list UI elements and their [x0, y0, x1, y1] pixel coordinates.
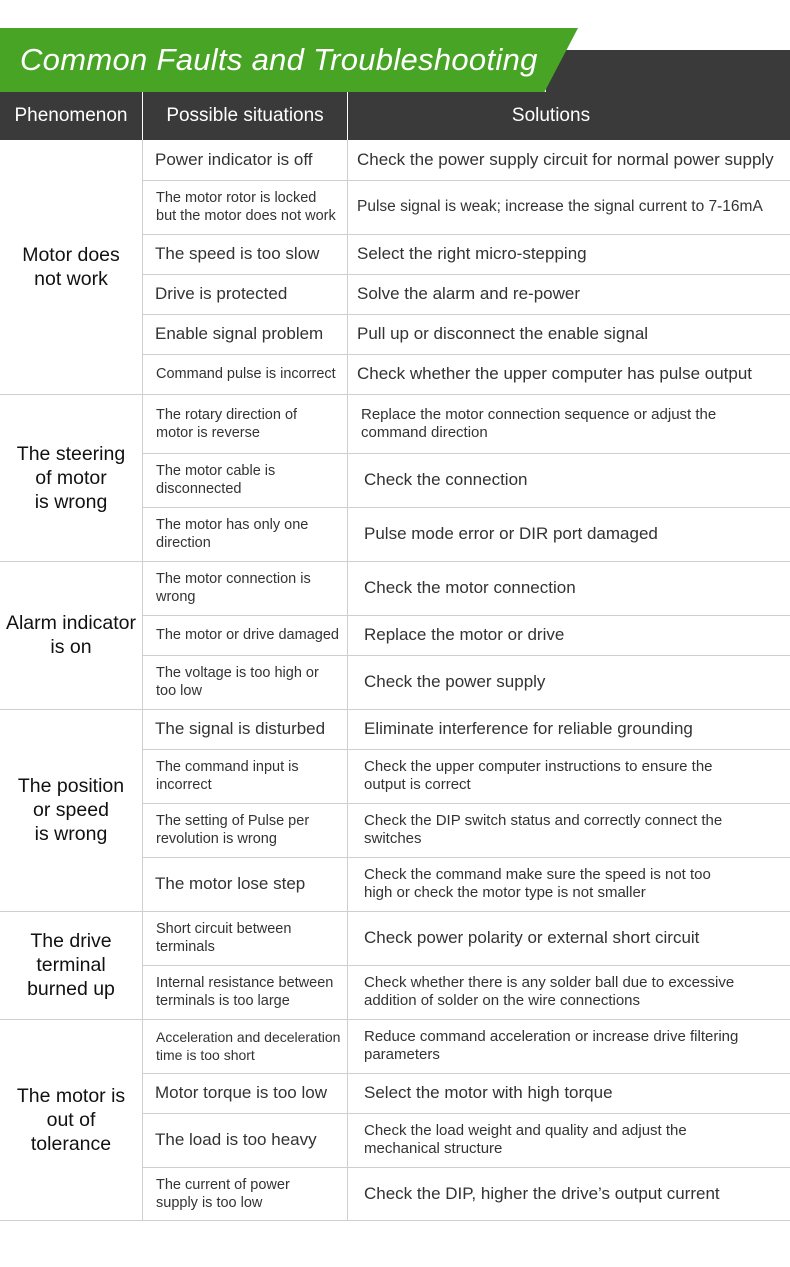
row-divider: [143, 615, 790, 616]
solution-cell: Check the DIP, higher the drive’s output current: [364, 1184, 720, 1203]
situation-cell: The signal is disturbed: [155, 719, 326, 738]
solution-cell: Check whether the upper computer has pulse output: [357, 364, 753, 383]
solution-cell: Reduce command acceleration or increase drive filtering parameters: [364, 1028, 739, 1063]
situation-cell: Power indicator is off: [155, 150, 313, 169]
solution-cell: Pull up or disconnect the enable signal: [357, 324, 649, 343]
column-header-solutions: Solutions: [511, 105, 591, 126]
situation-cell: The motor lose step: [155, 874, 306, 893]
situation-cell: The voltage is too high or too low: [156, 665, 319, 699]
situation-cell: The motor or drive damaged: [156, 627, 339, 643]
solution-cell: Check the power supply circuit for normal power supply: [357, 150, 774, 169]
solution-cell: Check the upper computer instructions to ensure the output is correct: [364, 758, 713, 793]
phenomenon-cell: Alarm indicator is on: [5, 612, 137, 658]
row-divider: [143, 507, 790, 508]
situation-cell: The load is too heavy: [155, 1130, 317, 1149]
situation-cell: The setting of Pulse per revolution is wrong: [156, 813, 310, 847]
situation-cell: The command input is incorrect: [156, 759, 299, 793]
row-divider: [143, 180, 790, 181]
phenomenon-cell: The drive terminal burned up: [27, 930, 115, 1000]
row-divider: [143, 655, 790, 656]
situation-cell: The motor cable is disconnected: [156, 463, 276, 497]
solution-cell: Check the command make sure the speed is not too high or check the motor type is not smaller: [364, 866, 711, 901]
row-divider: [143, 965, 790, 966]
row-divider: [143, 314, 790, 315]
situation-cell: Drive is protected: [155, 284, 288, 303]
situation-cell: Short circuit between terminals: [156, 921, 292, 955]
situation-cell: The speed is too slow: [155, 244, 320, 263]
phenomenon-cell: The motor is out of tolerance: [16, 1085, 126, 1155]
group-divider: [0, 911, 790, 912]
solution-cell: Replace the motor connection sequence or adjust the command direction: [361, 405, 717, 441]
group-divider: [0, 394, 790, 395]
row-divider: [143, 234, 790, 235]
solution-cell: Eliminate interference for reliable grounding: [364, 719, 693, 738]
solution-cell: Solve the alarm and re-power: [357, 284, 581, 303]
row-divider: [143, 354, 790, 355]
situation-cell: Acceleration and deceleration time is too short: [156, 1029, 341, 1063]
solution-cell: Replace the motor or drive: [364, 625, 565, 644]
situation-cell: The motor rotor is locked but the motor does not work: [156, 190, 336, 224]
situation-cell: Internal resistance between terminals is too large: [156, 975, 334, 1009]
phenomenon-cell: The steering of motor is wrong: [16, 442, 126, 513]
group-divider: [0, 1019, 790, 1020]
situation-cell: Enable signal problem: [155, 324, 324, 343]
solution-cell: Check the motor connection: [364, 578, 576, 597]
row-divider: [143, 857, 790, 858]
column-header-situations: Possible situations: [166, 105, 324, 126]
solution-cell: Pulse signal is weak; increase the signal current to 7-16mA: [357, 198, 763, 215]
title-banner-dark-band: [546, 50, 790, 92]
row-divider: [143, 274, 790, 275]
phenomenon-cell: Motor does not work: [22, 244, 120, 290]
phenomenon-cell: The position or speed is wrong: [17, 775, 125, 845]
row-divider: [143, 1113, 790, 1114]
solution-cell: Check the connection: [364, 470, 528, 489]
solution-cell: Check whether there is any solder ball due to excessive addition of solder on the wire connections: [364, 974, 735, 1009]
group-divider: [0, 709, 790, 710]
situation-cell: The motor has only one direction: [156, 517, 309, 551]
solution-cell: Select the right micro-stepping: [357, 244, 587, 263]
solution-cell: Check the load weight and quality and adjust the mechanical structure: [364, 1122, 687, 1157]
solution-cell: Select the motor with high torque: [364, 1083, 613, 1102]
row-divider: [143, 1073, 790, 1074]
table-bottom-border: [0, 1220, 790, 1221]
row-divider: [143, 803, 790, 804]
column-header-phenomenon: Phenomenon: [14, 105, 128, 126]
table-header: [0, 92, 790, 140]
solution-cell: Check the DIP switch status and correctly connect the switches: [364, 812, 723, 847]
column-divider: [347, 140, 348, 1221]
situation-cell: The current of power supply is too low: [156, 1177, 290, 1211]
row-divider: [143, 453, 790, 454]
row-divider: [143, 1167, 790, 1168]
solution-cell: Pulse mode error or DIR port damaged: [364, 524, 658, 543]
solution-cell: Check power polarity or external short circuit: [364, 928, 700, 947]
situation-cell: The motor connection is wrong: [156, 571, 311, 605]
situation-cell: Motor torque is too low: [155, 1083, 327, 1102]
group-divider: [0, 561, 790, 562]
situation-cell: Command pulse is incorrect: [156, 366, 336, 382]
page-title: Common Faults and Troubleshooting: [20, 42, 538, 77]
situation-cell: The rotary direction of motor is reverse: [156, 406, 298, 441]
column-divider: [142, 140, 143, 1221]
solution-cell: Check the power supply: [364, 672, 546, 691]
row-divider: [143, 749, 790, 750]
